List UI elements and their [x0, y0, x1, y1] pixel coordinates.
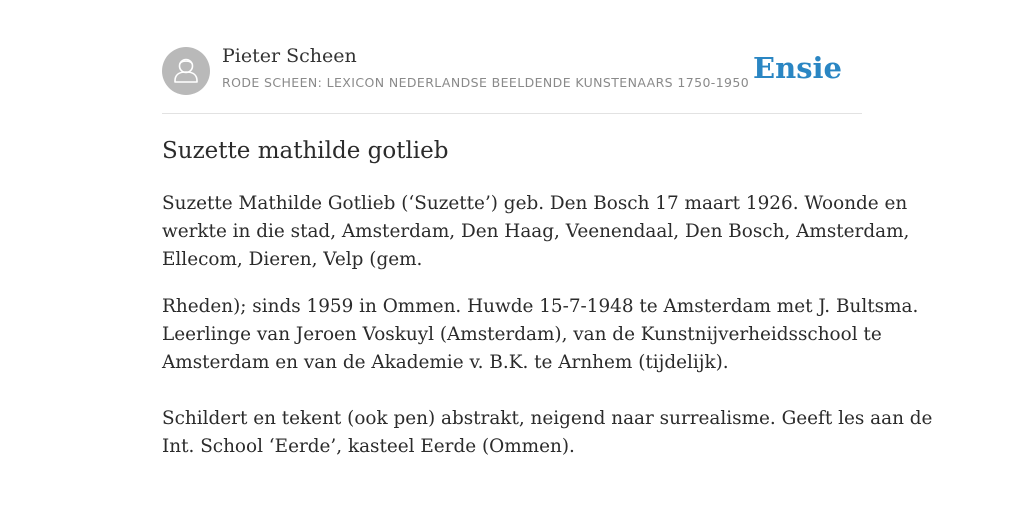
entry-title: Suzette mathilde gotlieb: [162, 138, 449, 164]
entry-paragraph-2: [162, 293, 919, 377]
paragraph-line: Ellecom, Dieren, Velp (gem.: [162, 249, 423, 270]
ensie-logo[interactable]: Ensie: [753, 51, 842, 85]
author-source: RODE SCHEEN: LEXICON NEDERLANDSE BEELDENDE KUNSTENAARS 1750-1950: [222, 75, 750, 90]
paragraph-line: Int. School ‘Eerde’, kasteel Eerde (Ommen).: [162, 436, 575, 457]
entry-paragraph-3: [162, 405, 933, 461]
paragraph-line: Rheden); sinds 1959 in Ommen. Huwde 15-7-1948 te Amsterdam met J. Bultsma.: [162, 296, 919, 317]
author-name[interactable]: Pieter Scheen: [222, 45, 357, 67]
paragraph-line: Suzette Mathilde Gotlieb (‘Suzette’) geb. Den Bosch 17 maart 1926. Woonde en: [162, 193, 908, 214]
paragraph-line: Leerlinge van Jeroen Voskuyl (Amsterdam), van de Kunstnijverheidsschool te: [162, 324, 882, 345]
paragraph-line: Amsterdam en van de Akademie v. B.K. te Arnhem (tijdelijk).: [162, 352, 729, 373]
user-icon: [162, 47, 210, 95]
paragraph-line: werkte in die stad, Amsterdam, Den Haag, Veenendaal, Den Bosch, Amsterdam,: [162, 221, 910, 242]
entry-header: [162, 0, 862, 114]
paragraph-line: Schildert en tekent (ook pen) abstrakt, neigend naar surrealisme. Geeft les aan de: [162, 408, 933, 429]
author-avatar[interactable]: [162, 47, 210, 95]
entry-paragraph-1: [162, 190, 910, 274]
entry-card: [162, 0, 933, 457]
